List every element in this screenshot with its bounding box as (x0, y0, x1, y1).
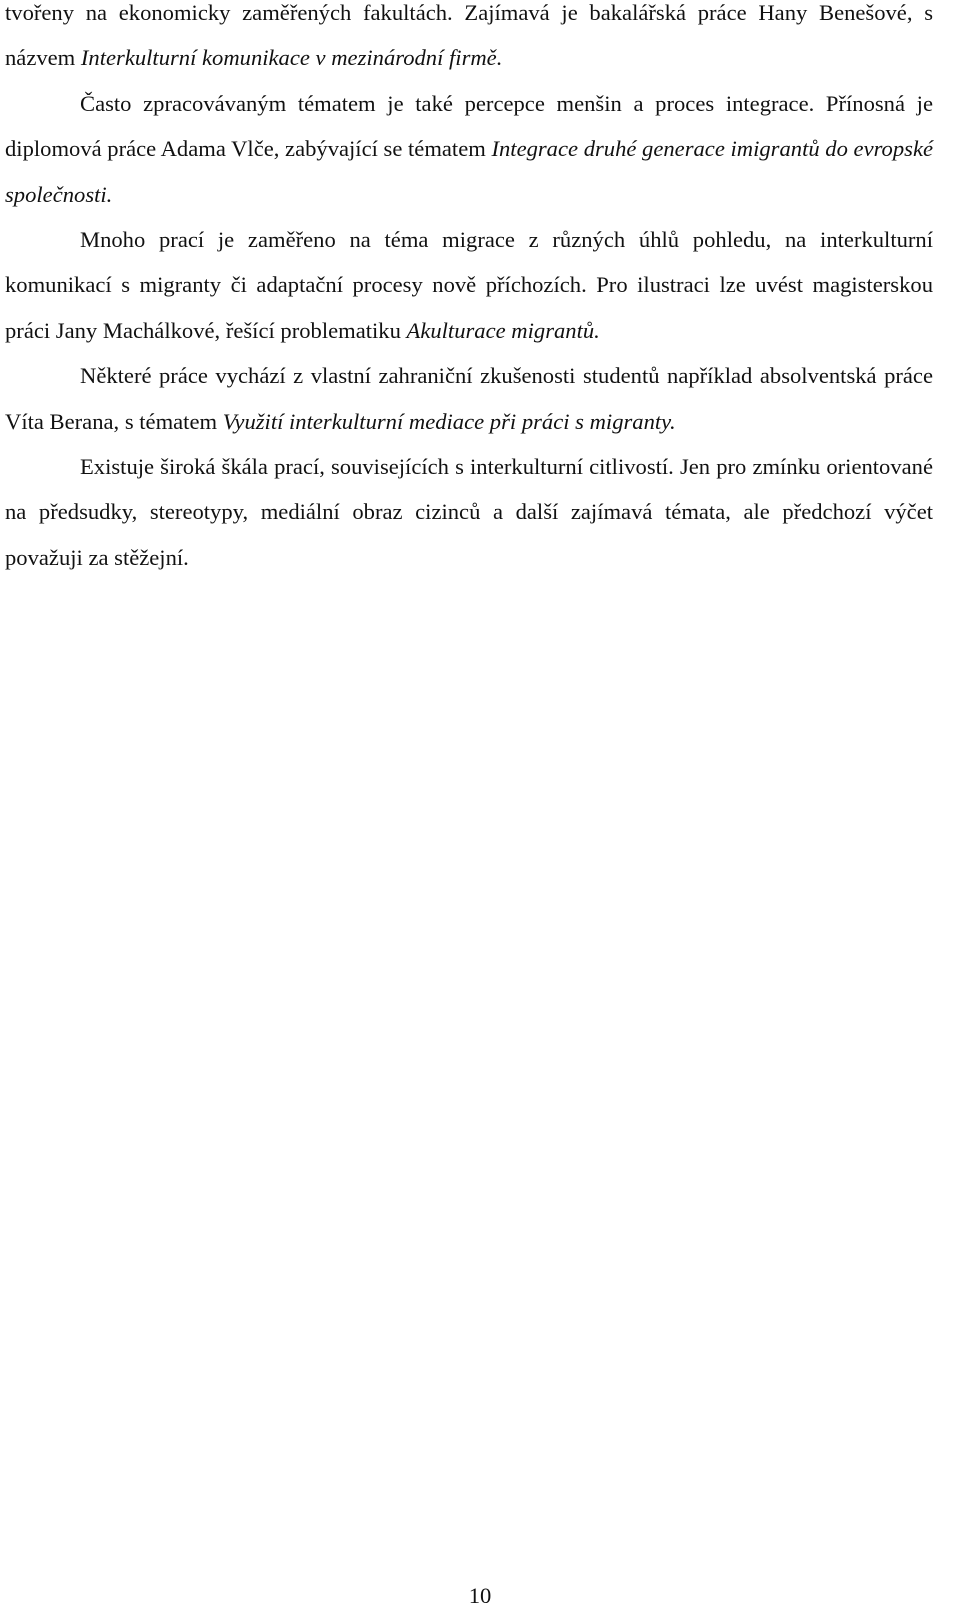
paragraph-3-text: Mnoho prací je zaměřeno na téma migrace z různých úhlů pohledu, na interkulturní komunikací s migranty či adaptační procesy nově příchozích. Pro ilustraci lze uvést magisterskou práci Jany Machálkové, řešící problematiku (5, 227, 933, 343)
thesis-title-machalkova: Akulturace migrantů. (406, 317, 600, 343)
paragraph-1-text: tvořeny na ekonomicky zaměřených fakultách. Zajímavá je bakalářská práce Hany Benešové, s názvem (5, 0, 933, 71)
paragraph-4 (5, 353, 933, 444)
thesis-title-beran: Využití interkulturní mediace při práci s migranty. (222, 408, 676, 434)
paragraph-2 (5, 81, 933, 217)
paragraph-3 (5, 217, 933, 353)
thesis-title-vlc: Integrace druhé generace imigrantů do evropské společnosti. (5, 136, 933, 207)
paragraph-5-text: Existuje široká škála prací, souvisejících s interkulturní citlivostí. Jen pro zmínku orientované na předsudky, stereotypy, mediální obraz cizinců a další zajímavá témata, ale předchozí výčet považuji za stěžejní. (5, 454, 933, 570)
body-text (5, 0, 933, 580)
thesis-title-benesova: Interkulturní komunikace v mezinárodní firmě. (80, 45, 503, 71)
page-number: 10 (468, 1583, 492, 1608)
paragraph-5 (5, 444, 933, 580)
paragraph-2-text: Často zpracovávaným tématem je také percepce menšin a proces integrace. Přínosná je diplomová práce Adama Vlče, zabývající se tématem (5, 90, 933, 162)
paragraph-4-text: Některé práce vychází z vlastní zahraniční zkušenosti studentů například absolventská práce Víta Berana, s tématem (5, 363, 933, 434)
paragraph-1 (5, 0, 933, 81)
